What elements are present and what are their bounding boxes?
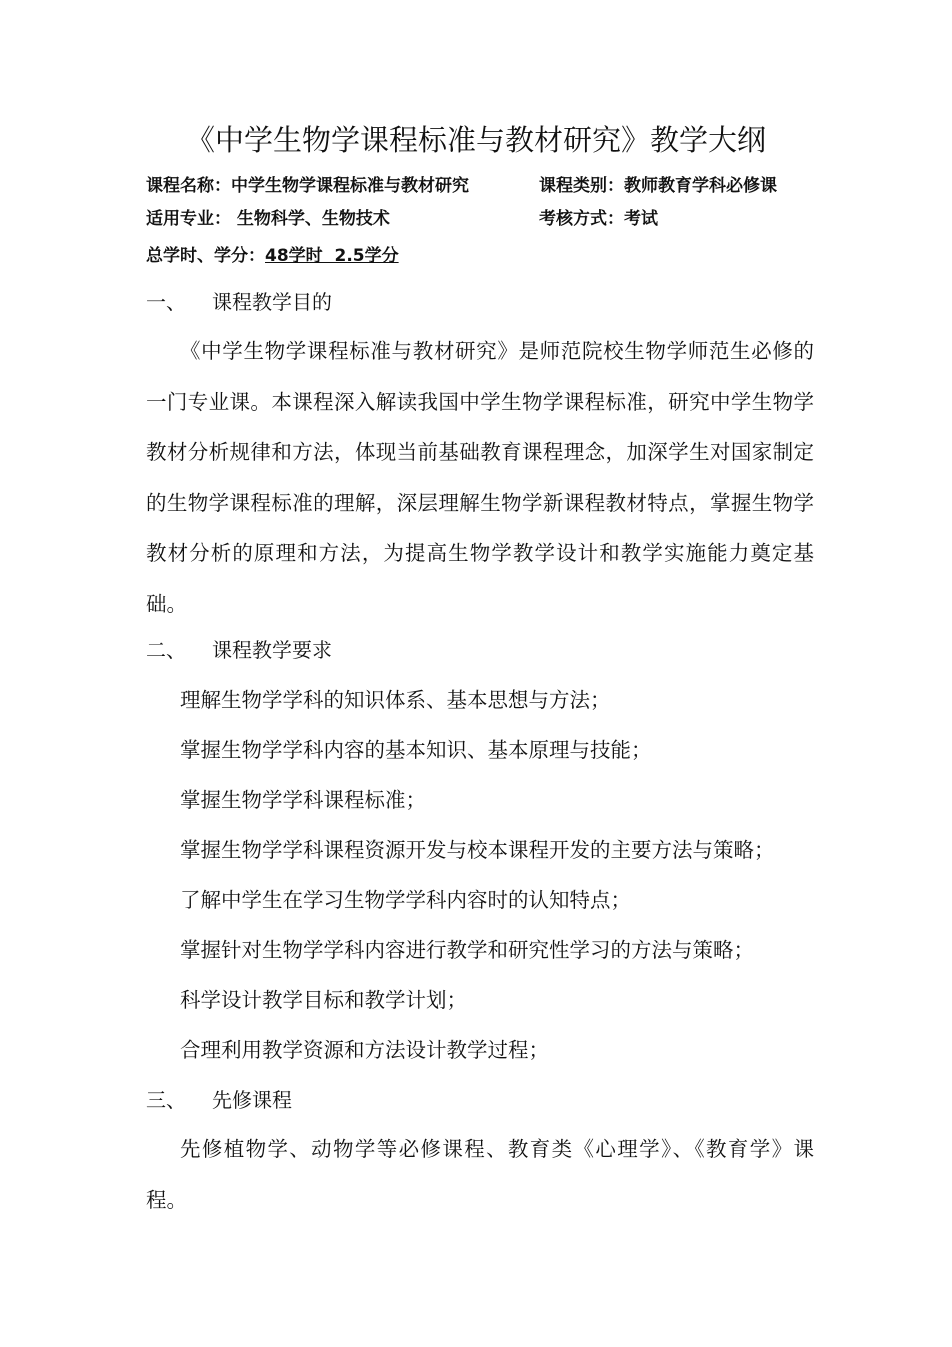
major-label: 适用专业： xyxy=(146,209,231,229)
major-value: 生物科学、生物技术 xyxy=(231,209,390,229)
requirement-item: 掌握生物学学科课程资源开发与校本课程开发的主要方法与策略； xyxy=(180,838,775,862)
section-heading-1 xyxy=(146,287,332,317)
course-type-value: 教师教育学科必修课 xyxy=(624,176,777,196)
document-title: 《中学生物学课程标准与教材研究》教学大纲 xyxy=(185,123,766,157)
requirement-item: 掌握针对生物学学科内容进行教学和研究性学习的方法与策略； xyxy=(180,938,754,962)
course-name-value: 中学生物学课程标准与教材研究 xyxy=(231,176,469,196)
section-number-3: 三、 xyxy=(146,1088,186,1112)
hours-label: 总学时、学分： xyxy=(146,246,265,266)
section-heading-2 xyxy=(146,635,332,665)
course-name xyxy=(146,174,469,198)
course-type xyxy=(539,174,777,198)
section-paragraph-3: 先修植物学、动物学等必修课程、教育类《心理学》、《教育学》课程。 xyxy=(146,1137,814,1212)
total-hours-credits xyxy=(146,244,399,268)
section-number-1: 一、 xyxy=(146,290,186,314)
assessment-label: 考核方式： xyxy=(539,209,624,229)
section-paragraph-1: 《中学生物学课程标准与教材研究》是师范院校生物学师范生必修的一门专业课。本课程深入解读我国中学生物学课程标准，研究中学生物学教材分析规律和方法，体现当前基础教育课程理念，加深学生对国家制定的生物学课程标准的理解，深层理解生物学新课程教材特点，掌握生物学教材分析的原理和方法，为提高生物学教学设计和教学实施能力奠定基础。 xyxy=(146,339,814,616)
requirement-item: 掌握生物学学科内容的基本知识、基本原理与技能； xyxy=(180,738,652,762)
section-title-2: 课程教学要求 xyxy=(212,638,332,662)
section-heading-3 xyxy=(146,1085,292,1115)
assessment-value: 考试 xyxy=(624,209,658,229)
course-type-label: 课程类别： xyxy=(539,176,624,196)
section-number-2: 二、 xyxy=(146,638,186,662)
assessment-method xyxy=(539,207,658,231)
requirement-item: 科学设计教学目标和教学计划； xyxy=(180,988,467,1012)
section-title-1: 课程教学目的 xyxy=(212,290,332,314)
requirement-item: 掌握生物学学科课程标准； xyxy=(180,788,426,812)
course-name-label: 课程名称： xyxy=(146,176,231,196)
hours-value: 48学时 2.5学分 xyxy=(265,246,399,266)
requirement-item: 合理利用教学资源和方法设计教学过程； xyxy=(180,1038,549,1062)
requirement-item: 了解中学生在学习生物学学科内容时的认知特点； xyxy=(180,888,631,912)
applicable-major xyxy=(146,207,390,231)
requirement-item: 理解生物学学科的知识体系、基本思想与方法； xyxy=(180,688,611,712)
section-title-3: 先修课程 xyxy=(212,1088,292,1112)
